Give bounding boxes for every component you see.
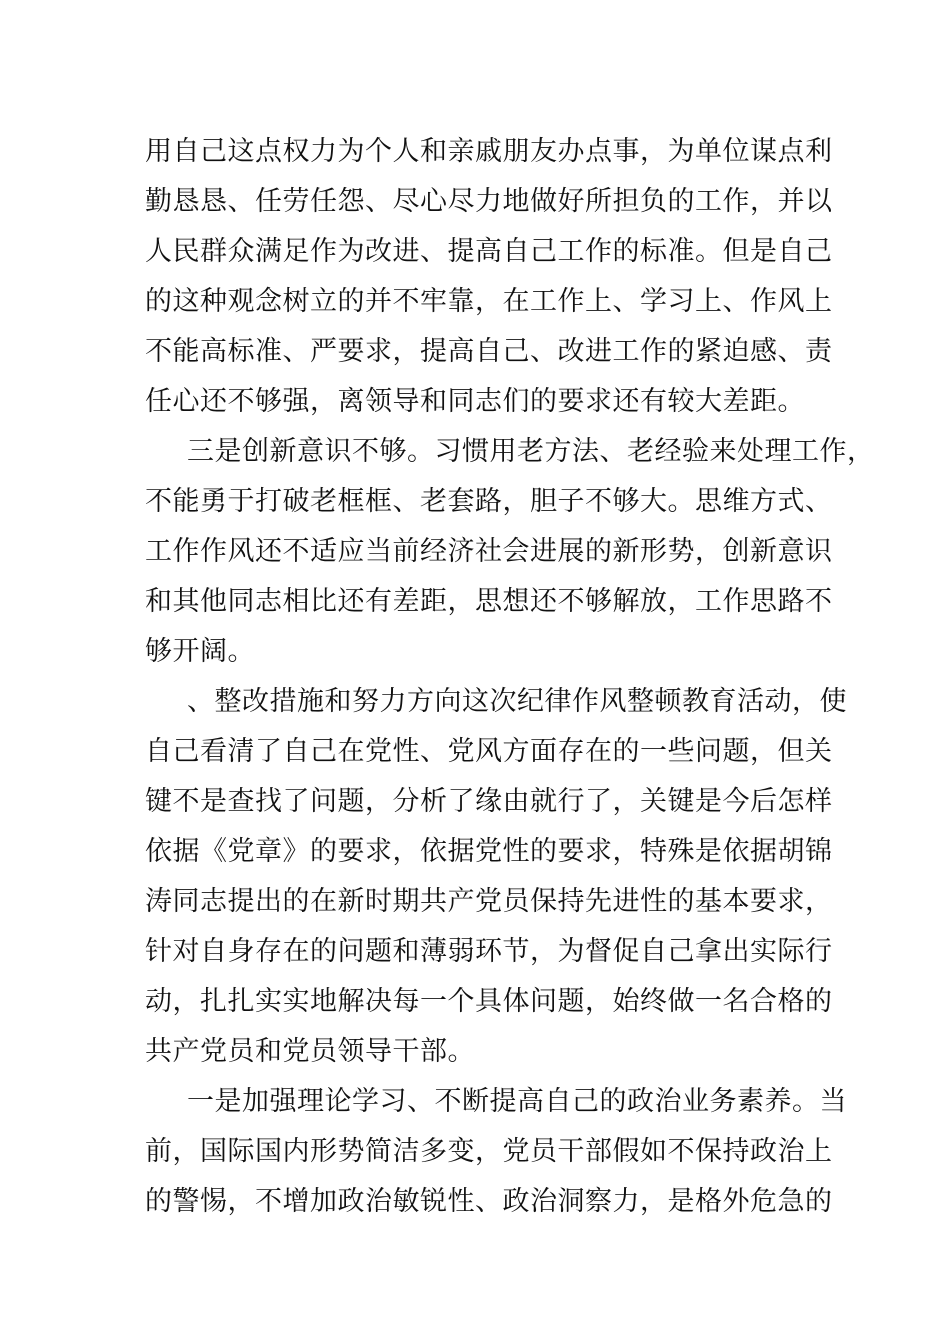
text-line: 的警惕，不增加政治敏锐性、政治洞察力，是格外危急的	[145, 1186, 833, 1217]
text-line: 、整改措施和努力方向这次纪律作风整顿教育活动，使	[187, 686, 847, 717]
text-line: 人民群众满足作为改进、提高自己工作的标准。但是自己	[145, 236, 833, 267]
text-line: 前，国际国内形势简洁多变，党员干部假如不保持政治上	[145, 1136, 833, 1167]
text-line: 够开阔。	[145, 636, 255, 667]
paragraph-rectification	[145, 677, 847, 1077]
paragraph-continuation	[145, 127, 833, 427]
text-line: 勤恳恳、任劳任怨、尽心尽力地做好所担负的工作，并以	[145, 186, 833, 217]
text-line: 和其他同志相比还有差距，思想还不够解放，工作思路不	[145, 586, 833, 617]
text-line: 针对自身存在的问题和薄弱环节，为督促自己拿出实际行	[145, 936, 833, 967]
text-line: 不能勇于打破老框框、老套路，胆子不够大。思维方式、	[145, 486, 833, 517]
text-line: 动，扎扎实实地解决每一个具体问题，始终做一名合格的	[145, 986, 833, 1017]
text-line: 的这种观念树立的并不牢靠，在工作上、学习上、作风上	[145, 286, 833, 317]
text-line: 共产党员和党员领导干部。	[145, 1036, 475, 1067]
text-line: 依据《党章》的要求，依据党性的要求，特殊是依据胡锦	[145, 836, 833, 867]
document-body	[145, 127, 875, 1227]
text-line: 用自己这点权力为个人和亲戚朋友办点事，为单位谋点利	[145, 136, 833, 167]
text-line: 涛同志提出的在新时期共产党员保持先进性的基本要求，	[145, 886, 833, 917]
text-line: 自己看清了自己在党性、党风方面存在的一些问题，但关	[145, 736, 833, 767]
text-line: 一是加强理论学习、不断提高自己的政治业务素养。当	[187, 1086, 847, 1117]
text-line: 工作作风还不适应当前经济社会进展的新形势，创新意识	[145, 536, 833, 567]
paragraph-theory-study	[145, 1077, 847, 1227]
paragraph-innovation	[145, 427, 875, 677]
text-line: 任心还不够强，离领导和同志们的要求还有较大差距。	[145, 386, 805, 417]
text-line: 三是创新意识不够。习惯用老方法、老经验来处理工作，	[187, 436, 875, 467]
text-line: 键不是查找了问题，分析了缘由就行了，关键是今后怎样	[145, 786, 833, 817]
text-line: 不能高标准、严要求，提高自己、改进工作的紧迫感、责	[145, 336, 833, 367]
